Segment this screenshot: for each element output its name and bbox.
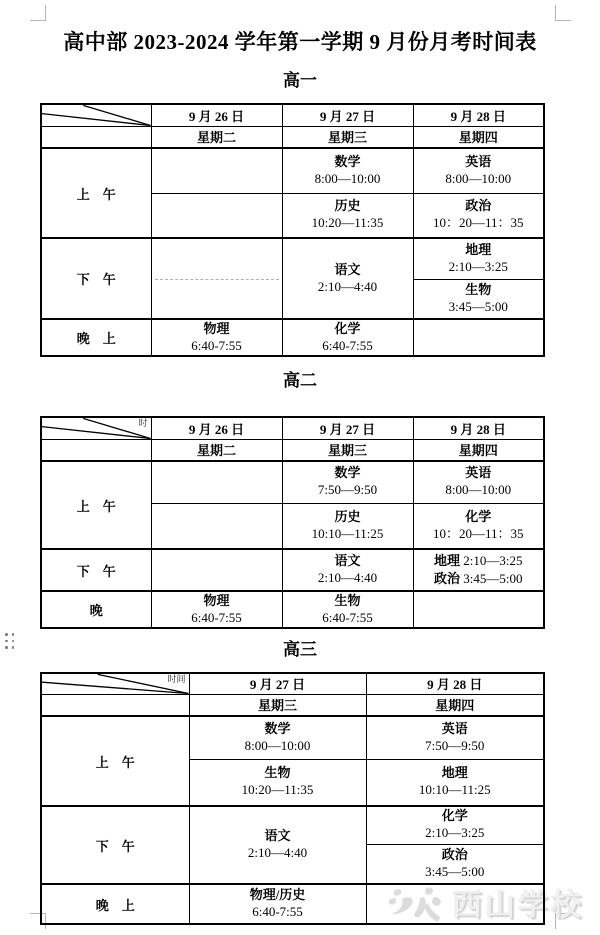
exam-subject: 生物 bbox=[465, 281, 492, 297]
exam-time: 8:00—10:00 bbox=[244, 737, 311, 753]
exam-table-grade3 bbox=[40, 672, 545, 925]
period-label-evening: 晚 上 bbox=[41, 319, 151, 356]
grade2-heading: 高二 bbox=[283, 371, 317, 390]
exam-time: 6:40-7:55 bbox=[322, 337, 373, 353]
exam-time: 6:40-7:55 bbox=[191, 337, 242, 353]
exam-time: 6:40-7:55 bbox=[191, 609, 242, 625]
watermark-text: 西山学校 bbox=[452, 889, 584, 922]
exam-subject: 英语 bbox=[441, 720, 468, 736]
exam-subject: 化学 bbox=[334, 320, 361, 336]
diagonal-header-cell bbox=[41, 417, 151, 439]
exam-time: 10:10—11:25 bbox=[418, 782, 491, 798]
exam-cell bbox=[282, 549, 413, 591]
exam-subject: 物理/历史 bbox=[249, 887, 306, 903]
exam-time: 10:20—11:35 bbox=[311, 215, 384, 231]
weekday-header: 星期四 bbox=[413, 126, 544, 148]
exam-subject: 政治 bbox=[434, 571, 461, 586]
exam-cell bbox=[189, 759, 366, 806]
weekday-header: 星期二 bbox=[151, 439, 282, 461]
weekday-header: 星期三 bbox=[282, 439, 413, 461]
exam-time: 3:45—5:00 bbox=[448, 298, 508, 314]
exam-time: 8:00—10:00 bbox=[445, 170, 512, 186]
date-header: 9 月 28 日 bbox=[413, 417, 544, 439]
weekday-header: 星期二 bbox=[151, 126, 282, 148]
diagonal-lines-icon bbox=[42, 418, 151, 439]
empty-cell bbox=[151, 503, 282, 549]
period-label-morning: 上 午 bbox=[41, 461, 151, 549]
weekday-header: 星期四 bbox=[413, 439, 544, 461]
corner-time-label: 时 bbox=[138, 418, 148, 428]
exam-subject: 生物 bbox=[264, 765, 291, 781]
empty-cell bbox=[151, 461, 282, 503]
exam-subject: 数学 bbox=[334, 465, 361, 481]
empty-cell bbox=[151, 148, 282, 193]
exam-subject: 化学 bbox=[441, 808, 468, 824]
exam-time: 10:20—11:35 bbox=[241, 782, 314, 798]
exam-subject: 政治 bbox=[465, 198, 492, 214]
exam-cell bbox=[413, 461, 544, 503]
exam-cell bbox=[366, 759, 544, 806]
exam-subject: 地理 bbox=[434, 553, 461, 569]
exam-subject: 历史 bbox=[334, 508, 361, 524]
exam-cell bbox=[282, 461, 413, 503]
grade1-heading: 高一 bbox=[283, 71, 317, 90]
page-margin-mark-top-right bbox=[555, 5, 571, 21]
diagonal-lines-icon bbox=[42, 105, 151, 126]
exam-subject: 语文 bbox=[334, 553, 361, 569]
exam-cell bbox=[189, 884, 366, 924]
exam-subject: 政治 bbox=[441, 846, 468, 862]
exam-table-grade2 bbox=[40, 416, 545, 629]
exam-time: 8:00—10:00 bbox=[445, 482, 512, 498]
exam-time: 2:10—3:25 bbox=[448, 258, 508, 274]
exam-cell bbox=[413, 279, 544, 319]
grade3-heading: 高三 bbox=[283, 640, 317, 659]
exam-time: 2:10—3:25 bbox=[463, 553, 523, 569]
period-label-afternoon: 下 午 bbox=[41, 238, 151, 319]
exam-cell bbox=[282, 238, 413, 319]
exam-cell bbox=[413, 503, 544, 549]
exam-subject: 地理 bbox=[465, 241, 492, 257]
exam-subject: 历史 bbox=[334, 198, 361, 214]
exam-subject: 英语 bbox=[465, 153, 492, 169]
period-label-morning: 上 午 bbox=[41, 148, 151, 238]
exam-subject: 生物 bbox=[334, 592, 361, 608]
exam-cell bbox=[189, 806, 366, 884]
exam-cell bbox=[282, 503, 413, 549]
period-label-evening: 晚 上 bbox=[41, 884, 189, 924]
exam-cell bbox=[366, 844, 544, 884]
empty-cell bbox=[413, 591, 544, 628]
exam-cell bbox=[413, 148, 544, 193]
exam-cell bbox=[282, 148, 413, 193]
exam-subject: 物理 bbox=[203, 592, 230, 608]
hidden-border-gridline bbox=[155, 279, 279, 280]
weekday-header: 星期四 bbox=[366, 694, 544, 716]
exam-subject: 数学 bbox=[334, 153, 361, 169]
exam-time: 8:00—10:00 bbox=[314, 170, 381, 186]
diagonal-header-cell bbox=[41, 104, 151, 126]
exam-table-grade1 bbox=[40, 103, 545, 357]
exam-cell bbox=[413, 549, 544, 591]
date-header: 9 月 28 日 bbox=[366, 673, 544, 694]
page-title: 高中部 2023-2024 学年第一学期 9 月份月考时间表 bbox=[63, 30, 537, 54]
date-header: 9 月 26 日 bbox=[151, 417, 282, 439]
exam-subject: 数学 bbox=[264, 720, 291, 736]
exam-time: 2:10—4:40 bbox=[317, 570, 378, 585]
exam-subject: 化学 bbox=[465, 508, 492, 524]
empty-cell bbox=[41, 694, 189, 716]
exam-time: 2:10—3:25 bbox=[425, 825, 485, 841]
weekday-header: 星期三 bbox=[189, 694, 366, 716]
corner-time-label: 时间 bbox=[167, 674, 186, 684]
exam-subject: 英语 bbox=[465, 465, 492, 481]
exam-subject: 地理 bbox=[441, 765, 468, 781]
date-header: 9 月 26 日 bbox=[151, 104, 282, 126]
empty-cell bbox=[151, 193, 282, 238]
exam-time: 6:40-7:55 bbox=[322, 609, 373, 625]
exam-subject: 语文 bbox=[264, 828, 291, 844]
page-margin-mark-top-left bbox=[30, 5, 46, 21]
table-move-handle[interactable] bbox=[5, 633, 15, 651]
exam-time: 2:10—4:40 bbox=[247, 845, 308, 860]
exam-cell bbox=[151, 591, 282, 628]
period-label-afternoon: 下 午 bbox=[41, 549, 151, 591]
exam-time: 10：20—11：35 bbox=[432, 215, 524, 231]
period-label-afternoon: 下 午 bbox=[41, 806, 189, 884]
exam-cell bbox=[282, 319, 413, 356]
exam-time: 3:45—5:00 bbox=[463, 571, 523, 586]
exam-subject: 物理 bbox=[203, 320, 230, 336]
date-header: 9 月 27 日 bbox=[282, 104, 413, 126]
exam-cell bbox=[282, 193, 413, 238]
date-header: 9 月 28 日 bbox=[413, 104, 544, 126]
empty-cell bbox=[413, 319, 544, 356]
exam-cell bbox=[413, 193, 544, 238]
exam-time: 7:50—9:50 bbox=[317, 482, 378, 498]
exam-cell bbox=[151, 319, 282, 356]
date-header: 9 月 27 日 bbox=[282, 417, 413, 439]
exam-time: 6:40-7:55 bbox=[252, 904, 303, 919]
exam-cell bbox=[282, 591, 413, 628]
empty-cell-dashed-gridline bbox=[151, 238, 282, 319]
empty-cell bbox=[41, 126, 151, 148]
diagonal-header-cell bbox=[41, 673, 189, 694]
exam-time: 3:45—5:00 bbox=[425, 863, 485, 879]
exam-cell bbox=[413, 238, 544, 279]
period-label-morning: 上 午 bbox=[41, 716, 189, 806]
exam-subject: 语文 bbox=[334, 261, 361, 277]
weekday-header: 星期三 bbox=[282, 126, 413, 148]
period-label-evening: 晚 bbox=[41, 591, 151, 628]
exam-time: 7:50—9:50 bbox=[425, 737, 485, 753]
exam-time: 10:10—11:25 bbox=[311, 525, 384, 541]
exam-cell bbox=[366, 716, 544, 759]
exam-time: 10：20—11：35 bbox=[432, 525, 524, 541]
empty-cell bbox=[366, 884, 544, 924]
date-header: 9 月 27 日 bbox=[189, 673, 366, 694]
exam-cell bbox=[189, 716, 366, 759]
exam-cell bbox=[366, 806, 544, 844]
exam-time: 2:10—4:40 bbox=[317, 278, 378, 294]
empty-cell bbox=[41, 439, 151, 461]
empty-cell bbox=[151, 549, 282, 591]
